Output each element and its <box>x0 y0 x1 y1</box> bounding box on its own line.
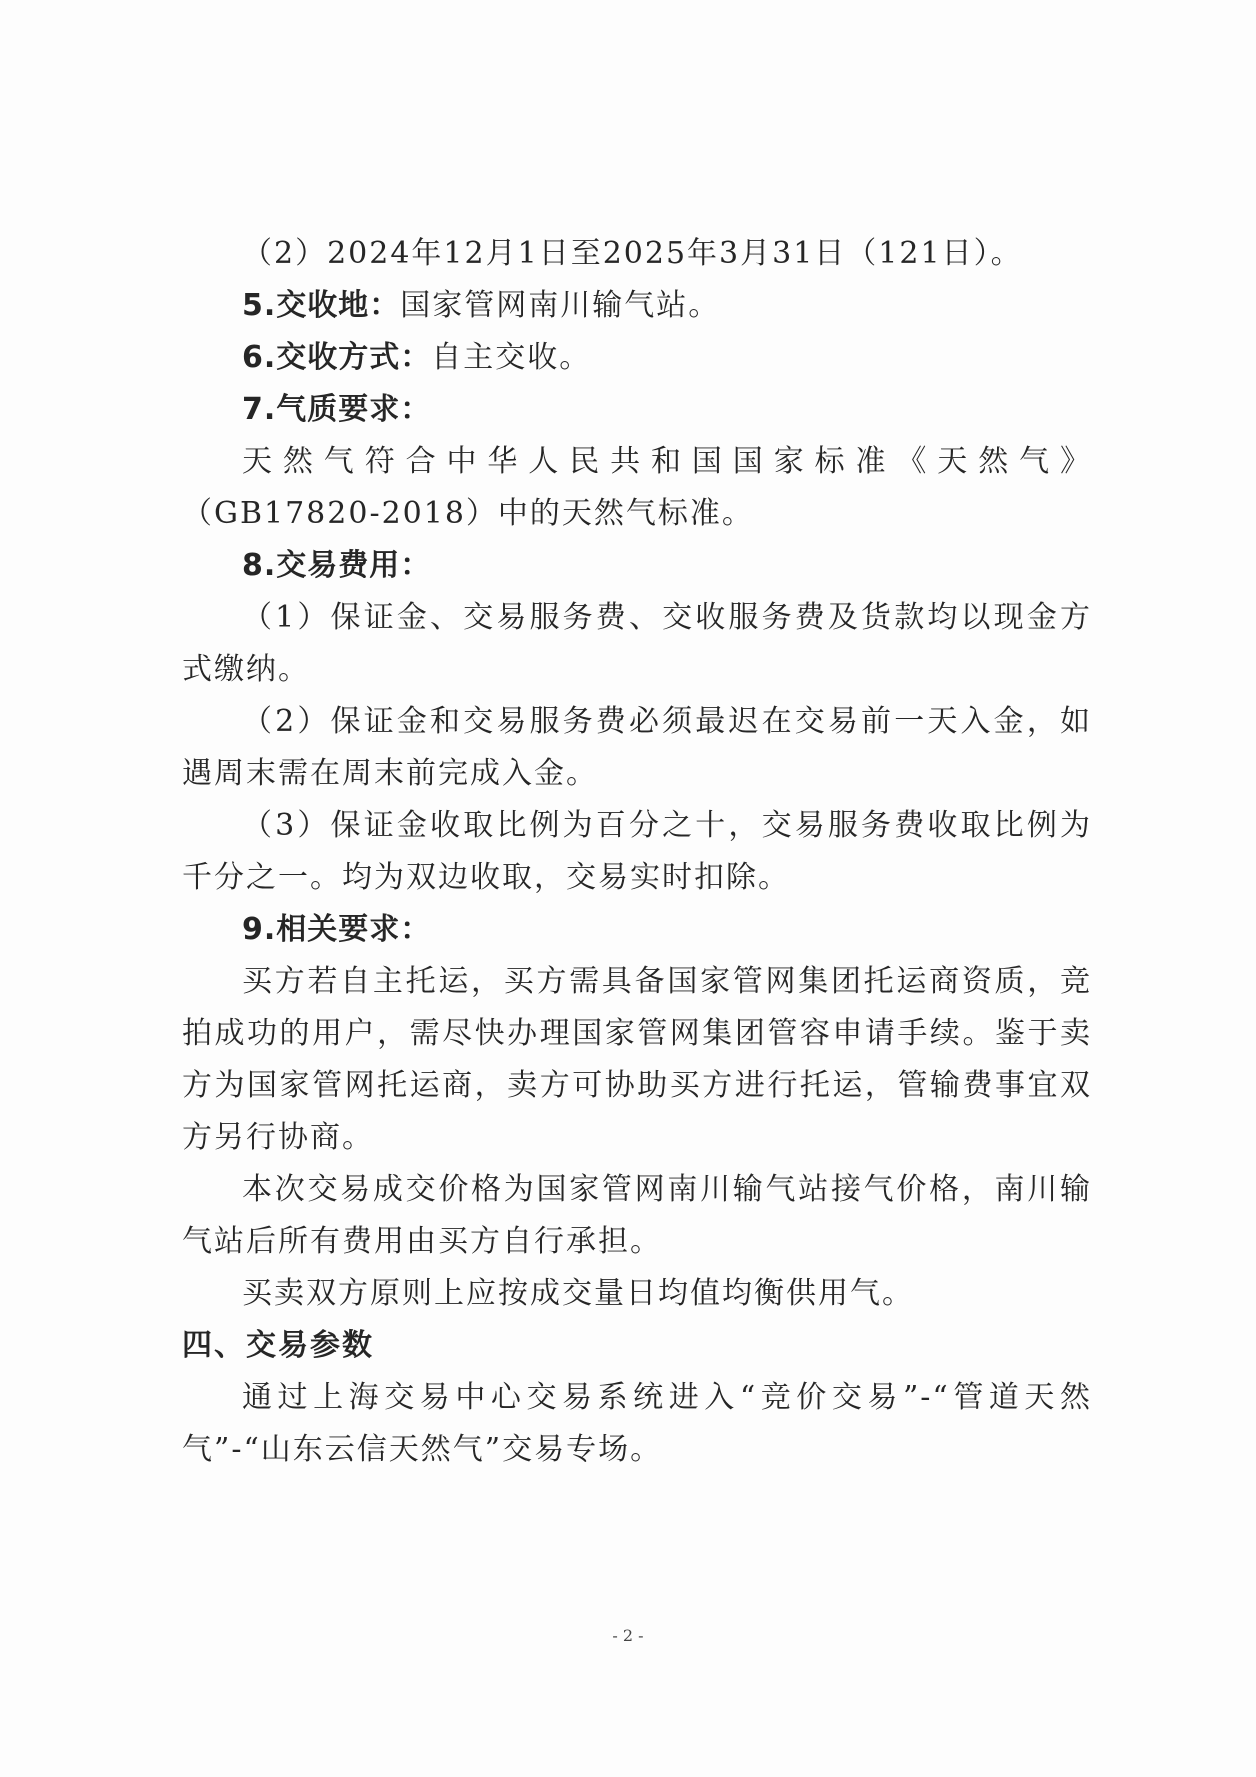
heading-value: 国家管网南川输气站。 <box>400 288 721 323</box>
delivery-location-heading <box>182 280 1092 332</box>
related-requirements-heading <box>182 904 1092 956</box>
heading-label: 7.气质要求： <box>242 392 432 427</box>
delivery-period-line: （2）2024年12月1日至2025年3月31日（121日）。 <box>242 236 1023 271</box>
fees-paragraph-2: （2）保证金和交易服务费必须最迟在交易前一天入金，如遇周末需在周末前完成入金。 <box>182 704 1092 791</box>
heading-value: 自主交收。 <box>431 340 592 375</box>
page-number: - 2 - <box>612 1626 644 1645</box>
heading-label: 8.交易费用： <box>242 548 432 583</box>
requirements-paragraph-2: 本次交易成交价格为国家管网南川输气站接气价格，南川输气站后所有费用由买方自行承担。 <box>182 1172 1092 1259</box>
requirements-paragraph-1: 买方若自主托运，买方需具备国家管网集团托运商资质，竞拍成功的用户，需尽快办理国家管网集团管容申请手续。鉴于卖方为国家管网托运商，卖方可协助买方进行托运，管输费事宜双方另行协商。 <box>182 964 1092 1155</box>
heading-label: 6.交收方式： <box>242 340 432 375</box>
fees-paragraph-3: （3）保证金收取比例为百分之十，交易服务费收取比例为千分之一。均为双边收取，交易实时扣除。 <box>182 808 1092 895</box>
fees-paragraph-1: （1）保证金、交易服务费、交收服务费及货款均以现金方式缴纳。 <box>182 600 1092 687</box>
requirements-paragraph-3: 买卖双方原则上应按成交量日均值均衡供用气。 <box>242 1276 914 1311</box>
trading-fees-heading <box>182 540 1092 592</box>
heading-label: 5.交收地： <box>242 288 401 323</box>
heading-label: 9.相关要求： <box>242 912 432 947</box>
document-body <box>182 228 1092 1476</box>
gas-quality-paragraph: 天然气符合中华人民共和国国家标准《天然气》（GB17820-2018）中的天然气标准。 <box>182 444 1092 531</box>
gas-quality-heading <box>182 384 1092 436</box>
trading-parameters-paragraph: 通过上海交易中心交易系统进入“竞价交易”-“管道天然气”-“山东云信天然气”交易专场。 <box>182 1380 1092 1467</box>
section-four-heading: 四、交易参数 <box>182 1328 374 1363</box>
delivery-method-heading <box>182 332 1092 384</box>
